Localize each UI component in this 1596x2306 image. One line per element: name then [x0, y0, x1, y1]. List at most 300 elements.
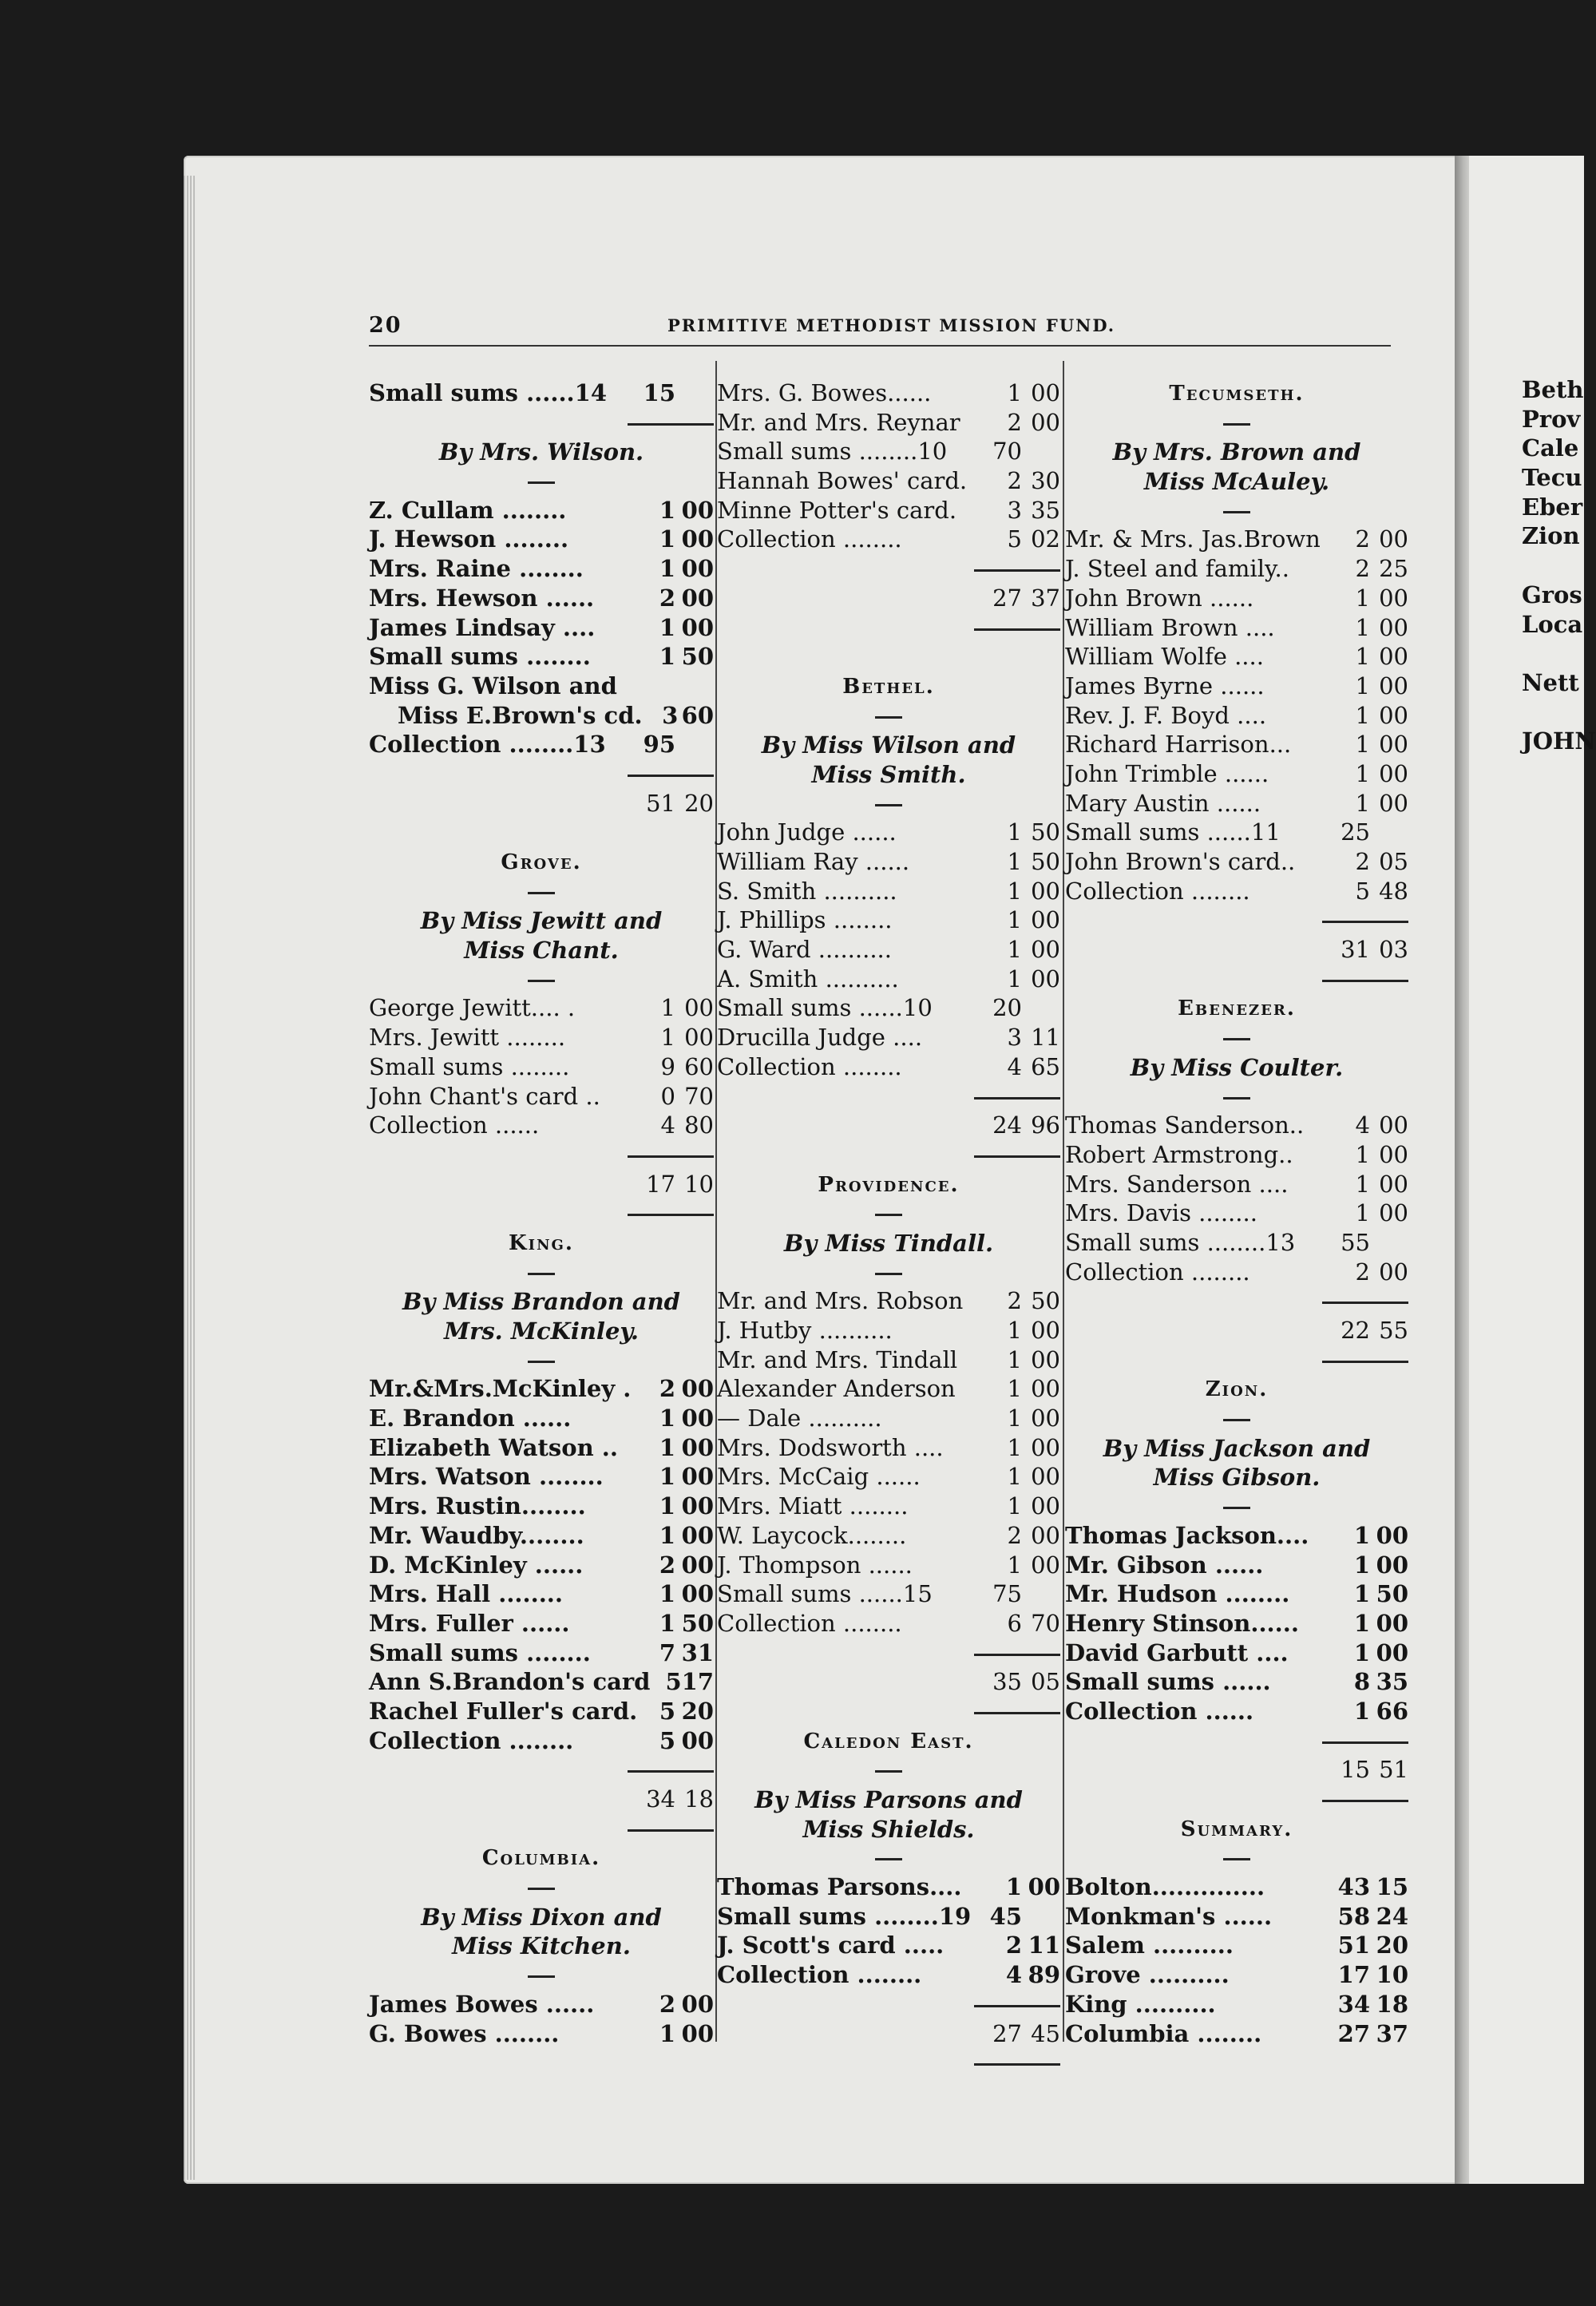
entry-dollars: 5	[659, 1726, 675, 1754]
entry-cents: 00	[681, 1405, 714, 1432]
collector-line: By Miss Wilson and	[761, 731, 1016, 759]
ledger-entry	[1065, 702, 1408, 731]
ledger-entry	[1065, 643, 1408, 672]
total-cents: 18	[684, 1785, 714, 1813]
facing-page-fragment: Zion	[1522, 522, 1580, 550]
entry-dollars: 1	[660, 994, 675, 1022]
entry-name: — Dale ..........	[717, 1405, 882, 1432]
ledger-entry	[1065, 848, 1408, 878]
ledger-entry	[1065, 731, 1408, 760]
ledger-entry	[1065, 614, 1408, 644]
entry-dollars: 5	[659, 1697, 676, 1725]
entry-dollars: 20	[992, 994, 1022, 1022]
ledger-entry	[1065, 790, 1408, 819]
entry-cents: 00	[1376, 1521, 1408, 1549]
ledger-entry	[1065, 1991, 1408, 2020]
entry-dollars: 4	[1007, 1052, 1022, 1080]
collector-line: By Mrs. Wilson.	[438, 438, 644, 466]
facing-page-fragment	[1522, 551, 1596, 580]
entry-cents: 20	[1376, 1932, 1408, 1959]
section-heading: Bethel.	[842, 674, 935, 699]
entry-name: Collection ......	[369, 1111, 540, 1139]
entry-name: Robert Armstrong..	[1065, 1140, 1293, 1168]
ledger-entry	[717, 1873, 1060, 1903]
entry-cents: 50	[1376, 1580, 1408, 1608]
entry-cents: 50	[1031, 1287, 1060, 1315]
total-dollars: 17	[646, 1170, 675, 1198]
total-cents: 96	[1031, 1111, 1060, 1139]
ledger-entry	[1065, 672, 1408, 702]
entry-name: S. Smith ..........	[717, 877, 897, 905]
entry-dollars: 1	[1355, 731, 1370, 759]
sum-rule	[717, 1991, 1060, 2020]
entry-name: Drucilla Judge ....	[717, 1024, 923, 1052]
entry-cents: 00	[1031, 379, 1060, 406]
entry-cents: 15	[1376, 1873, 1408, 1901]
column-2	[717, 379, 1060, 2078]
collector-line: By Miss Tindall.	[783, 1229, 994, 1257]
entry-name: Mrs. Watson ........	[369, 1463, 604, 1491]
total-cents: 37	[1031, 584, 1060, 612]
entry-name: J. Phillips ........	[717, 906, 893, 934]
section-total	[369, 790, 714, 819]
section-heading: Tecumseth.	[1169, 382, 1305, 406]
entry-dollars: 1	[1353, 1638, 1370, 1666]
entry-cents: 50	[681, 643, 714, 671]
entry-dollars: 1	[1007, 965, 1022, 993]
entry-name: Thomas Jackson....	[1065, 1521, 1309, 1549]
facing-page-fragment: Cale	[1522, 434, 1579, 462]
entry-name: John Judge ......	[717, 818, 897, 846]
sum-rule	[1065, 1346, 1408, 1376]
entry-cents: 37	[1376, 2019, 1408, 2047]
entry-cents: 24	[1376, 1902, 1408, 1930]
entry-name: Thomas Sanderson..	[1065, 1111, 1305, 1139]
entry-dollars: 4	[660, 1111, 675, 1139]
entry-dollars: 2	[1355, 555, 1370, 583]
entry-dollars: 7	[659, 1638, 675, 1666]
ledger-entry	[717, 1375, 1060, 1405]
facing-page-fragment: Nett	[1522, 668, 1579, 696]
entry-cents: 00	[1031, 965, 1060, 993]
entry-dollars: 1	[659, 555, 675, 583]
entry-cents: 00	[1379, 759, 1408, 787]
ledger-entry	[1065, 1199, 1408, 1229]
ledger-entry	[717, 1317, 1060, 1346]
entry-name: Mr. Waudby........	[369, 1521, 584, 1549]
ledger-entry	[1065, 1903, 1408, 1932]
entry-dollars: 1	[1355, 643, 1370, 671]
entry-name: Mrs. Hall ........	[369, 1580, 563, 1608]
ledger-entry	[717, 525, 1060, 555]
ledger-entry	[369, 584, 714, 614]
entry-dollars: 5	[665, 1668, 682, 1696]
entry-cents: 00	[1031, 936, 1060, 964]
short-dash	[1065, 1492, 1408, 1522]
ledger-entry	[717, 906, 1060, 936]
sum-rule	[717, 1639, 1060, 1669]
entry-name: Z. Cullam ........	[369, 496, 567, 524]
sum-rule	[717, 614, 1060, 644]
ledger-entry	[369, 1668, 714, 1698]
entry-cents: 80	[684, 1111, 714, 1139]
entry-cents: 00	[684, 1024, 714, 1052]
entry-name: Small sums ......10	[717, 994, 933, 1022]
entry-name: Richard Harrison...	[1065, 731, 1292, 759]
entry-name: Collection ......	[1065, 1697, 1254, 1725]
short-dash	[369, 878, 714, 907]
entry-dollars: 0	[660, 1082, 675, 1110]
ledger-entry	[1065, 760, 1408, 790]
total-dollars: 24	[992, 1111, 1022, 1139]
entry-cents: 00	[1379, 1199, 1408, 1227]
entry-cents: 35	[1031, 496, 1060, 524]
section-total	[717, 1111, 1060, 1141]
entry-dollars: 27	[1337, 2019, 1370, 2047]
entry-name: John Brown's card..	[1065, 848, 1296, 875]
entry-dollars: 1	[1007, 1405, 1022, 1432]
entry-name: Hannah Bowes' card.	[717, 467, 968, 495]
entry-dollars: 51	[1337, 1932, 1370, 1959]
entry-name: Small sums ......11	[1065, 818, 1281, 846]
entry-dollars: 1	[659, 613, 675, 641]
entry-dollars: 1	[659, 496, 675, 524]
section-total	[717, 2020, 1060, 2050]
ledger-entry	[717, 878, 1060, 907]
page-number: 20	[369, 313, 402, 338]
entry-cents: 00	[681, 613, 714, 641]
ledger-entry	[369, 1053, 714, 1083]
ledger-entry	[717, 994, 1060, 1024]
entry-dollars: 1	[659, 525, 675, 553]
ledger-entry	[369, 1024, 714, 1053]
ledger-entry	[1065, 1698, 1408, 1727]
entry-cents: 11	[1031, 1024, 1060, 1052]
collector-line: By Miss Jewitt and	[420, 907, 663, 935]
column-1	[369, 379, 714, 2049]
section-heading: Ebenezer.	[1178, 996, 1296, 1021]
ledger-entry	[369, 1405, 714, 1434]
entry-name: Collection ........13	[369, 731, 606, 759]
entry-dollars: 4	[1355, 1111, 1370, 1139]
entry-cents: 00	[1379, 613, 1408, 641]
entry-name: Mr. and Mrs. Tindall	[717, 1345, 958, 1373]
section-total	[1065, 1317, 1408, 1346]
ledger-entry	[1065, 1932, 1408, 1961]
entry-name: Collection ........	[717, 1052, 902, 1080]
entry-name: Collection ........	[717, 1961, 922, 1989]
entry-dollars: 2	[1007, 1287, 1022, 1315]
entry-dollars: 1	[659, 1609, 675, 1637]
ledger-entry	[369, 702, 714, 731]
entry-name: Small sums ........	[369, 643, 591, 671]
entry-dollars: 1	[659, 1463, 675, 1491]
entry-cents: 00	[1379, 1111, 1408, 1139]
entry-dollars: 58	[1337, 1902, 1370, 1930]
entry-name: Mr. Hudson ........	[1065, 1580, 1290, 1608]
ledger-entry	[717, 965, 1060, 995]
entry-cents: 00	[681, 1521, 714, 1549]
facing-page-text	[1522, 375, 1596, 756]
entry-cents: 35	[1376, 1668, 1408, 1696]
entry-dollars: 25	[1341, 818, 1370, 846]
entry-dollars: 1	[659, 643, 675, 671]
collector-line: By Miss Dixon and	[421, 1903, 662, 1931]
ledger-entry	[369, 497, 714, 526]
entry-cents: 50	[1031, 848, 1060, 875]
ledger-entry	[369, 1639, 714, 1669]
entry-name: Mr. & Mrs. Jas.Brown	[1065, 525, 1321, 553]
section-total	[717, 584, 1060, 614]
facing-page-fragment: Prov	[1522, 405, 1581, 433]
entry-name: Salem ..........	[1065, 1932, 1234, 1959]
ledger-entry	[1065, 555, 1408, 584]
sum-rule	[369, 1141, 714, 1171]
entry-name: Mr. and Mrs. Reynar	[717, 408, 960, 436]
ledger-entry	[369, 1375, 714, 1405]
sum-rule	[369, 1756, 714, 1785]
ledger-entry	[369, 1522, 714, 1551]
facing-page-fragment: JOHN	[1522, 727, 1596, 755]
entry-cents: 00	[681, 1551, 714, 1579]
entry-name: Small sums ......15	[717, 1580, 933, 1608]
entry-dollars: 1	[1007, 1345, 1022, 1373]
entry-name: Collection ........	[717, 525, 902, 553]
entry-cents: 00	[1379, 731, 1408, 759]
entry-name: King ..........	[1065, 1990, 1216, 2018]
entry-name: Mrs. Raine ........	[369, 555, 584, 583]
entry-dollars: 1	[1353, 1609, 1370, 1637]
entry-dollars: 2	[1355, 848, 1370, 875]
entry-dollars: 1	[660, 1024, 675, 1052]
ledger-entry	[1065, 1873, 1408, 1903]
entry-name: Thomas Parsons....	[717, 1873, 962, 1901]
collector-line: By Mrs. Brown and	[1112, 438, 1361, 466]
entry-cents: 60	[681, 701, 714, 729]
entry-name: G. Ward ..........	[717, 936, 892, 964]
entry-dollars: 2	[659, 1990, 675, 2018]
entry-cents: 00	[1379, 584, 1408, 612]
collector-line: By Miss Jackson and	[1103, 1434, 1371, 1462]
sum-rule	[369, 409, 714, 438]
entry-cents: 48	[1379, 877, 1408, 905]
entry-dollars: 1	[1007, 906, 1022, 934]
sum-rule	[1065, 965, 1408, 995]
ledger-entry	[369, 1463, 714, 1492]
ledger-entry	[717, 497, 1060, 526]
entry-dollars: 2	[1005, 1932, 1022, 1959]
ledger-entry	[1065, 818, 1408, 848]
ledger-entry	[717, 1346, 1060, 1376]
entry-name: Small sums ........10	[717, 438, 948, 466]
entry-name: Small sums ......	[1065, 1668, 1271, 1696]
entry-cents: 10	[1376, 1961, 1408, 1989]
entry-dollars: 1	[1007, 379, 1022, 406]
ledger-entry	[369, 2020, 714, 2050]
total-dollars: 15	[1341, 1756, 1370, 1784]
ledger-entry	[1065, 1961, 1408, 1991]
entry-name: Collection ........	[1065, 1258, 1250, 1286]
facing-page-fragment	[1522, 639, 1596, 668]
entry-dollars: 43	[1337, 1873, 1370, 1901]
sum-rule	[1065, 906, 1408, 936]
facing-page-fragment	[1522, 698, 1596, 727]
ledger-entry	[717, 1932, 1060, 1961]
total-dollars: 31	[1341, 936, 1370, 964]
short-dash	[717, 702, 1060, 731]
entry-dollars: 1	[1355, 1170, 1370, 1198]
ledger-entry	[369, 1610, 714, 1639]
entry-name: Mrs. Davis ........	[1065, 1199, 1257, 1227]
entry-name: Columbia ........	[1065, 2019, 1262, 2047]
short-dash	[369, 1258, 714, 1288]
entry-cents: 00	[1031, 1317, 1060, 1344]
entry-name: Mrs. G. Bowes......	[717, 379, 932, 406]
entry-cents: 00	[1379, 525, 1408, 553]
entry-name: Mr.&Mrs.McKinley .	[369, 1375, 632, 1403]
entry-cents: 00	[1379, 701, 1408, 729]
short-dash	[369, 965, 714, 995]
total-dollars: 35	[992, 1668, 1022, 1696]
collector-line: Miss Kitchen.	[452, 1932, 631, 1960]
total-dollars: 22	[1341, 1317, 1370, 1344]
ledger-entry	[369, 672, 714, 702]
entry-cents: 50	[1031, 818, 1060, 846]
entry-name: Rev. J. F. Boyd ....	[1065, 701, 1267, 729]
entry-cents: 05	[1379, 848, 1408, 875]
entry-dollars: 5	[1355, 877, 1370, 905]
entry-dollars: 1	[659, 2019, 675, 2047]
entry-dollars: 45	[989, 1902, 1022, 1930]
entry-name: John Trimble ......	[1065, 759, 1269, 787]
short-dash	[717, 1756, 1060, 1785]
ledger-entry	[369, 994, 714, 1024]
entry-cents: 50	[681, 1609, 714, 1637]
ledger-entry	[717, 1610, 1060, 1639]
entry-cents: 70	[1031, 1609, 1060, 1637]
collector-line: Miss Smith.	[811, 760, 966, 788]
entry-dollars: 2	[1007, 408, 1022, 436]
sum-rule	[717, 1141, 1060, 1171]
entry-name: James Bowes ......	[369, 1990, 595, 2018]
entry-dollars: 1	[1007, 877, 1022, 905]
column-3	[1065, 379, 1408, 2049]
entry-dollars: 70	[992, 438, 1022, 466]
entry-dollars: 1	[1007, 1551, 1022, 1579]
entry-name: James Lindsay ....	[369, 613, 596, 641]
entry-cents: 00	[681, 1492, 714, 1520]
entry-name: Small sums ......14	[369, 379, 608, 406]
ledger-entry	[1065, 1610, 1408, 1639]
short-dash	[1065, 1405, 1408, 1434]
entry-dollars: 2	[1007, 467, 1022, 495]
ledger-entry	[717, 467, 1060, 497]
entry-dollars: 6	[1007, 1609, 1022, 1637]
spacer	[717, 643, 1060, 672]
entry-dollars: 2	[1007, 1521, 1022, 1549]
entry-name: J. Thompson ......	[717, 1551, 913, 1579]
ledger-entry	[717, 379, 1060, 409]
entry-name: Mary Austin ......	[1065, 789, 1261, 817]
short-dash	[369, 467, 714, 497]
collector-line: Mrs. McKinley.	[443, 1317, 640, 1345]
entry-cents: 11	[1028, 1932, 1060, 1959]
ledger-entry	[369, 1698, 714, 1727]
total-dollars: 27	[992, 584, 1022, 612]
facing-page-fragment: Tecu	[1522, 464, 1582, 492]
section-heading: King.	[509, 1230, 574, 1255]
ledger-entry	[369, 1551, 714, 1581]
entry-name: Miss E.Brown's cd.	[398, 701, 643, 729]
entry-name: W. Laycock........	[717, 1521, 907, 1549]
entry-cents: 00	[1379, 643, 1408, 671]
short-dash	[369, 1873, 714, 1903]
entry-dollars: 2	[1355, 1258, 1370, 1286]
entry-name: Minne Potter's card.	[717, 496, 957, 524]
entry-cents: 18	[1376, 1990, 1408, 2018]
entry-name: J. Scott's card .....	[717, 1932, 945, 1959]
total-cents: 51	[1379, 1756, 1408, 1784]
ledger-entry	[717, 1580, 1060, 1610]
entry-dollars: 1	[1353, 1580, 1370, 1608]
ledger-entry	[369, 379, 714, 409]
entry-name: Alexander Anderson	[717, 1375, 956, 1403]
entry-dollars: 1	[659, 1433, 675, 1461]
ledger-entry	[1065, 1551, 1408, 1581]
ledger-entry	[1065, 1639, 1408, 1669]
sum-rule	[717, 555, 1060, 584]
entry-cents: 00	[681, 1375, 714, 1403]
section-total	[1065, 936, 1408, 965]
entry-dollars: 1	[1355, 1199, 1370, 1227]
entry-cents: 00	[681, 1990, 714, 2018]
entry-name: J. Hewson ........	[369, 525, 569, 553]
entry-cents: 00	[1031, 1551, 1060, 1579]
entry-name: Grove ..........	[1065, 1961, 1230, 1989]
ledger-entry	[1065, 584, 1408, 614]
sum-rule	[717, 2049, 1060, 2078]
entry-cents: 00	[1031, 1492, 1060, 1520]
entry-cents: 00	[1379, 1170, 1408, 1198]
ledger-entry	[1065, 1258, 1408, 1288]
entry-cents: 66	[1376, 1697, 1408, 1725]
ledger-entry	[1065, 1668, 1408, 1698]
total-cents: 10	[684, 1170, 714, 1198]
ledger-entry	[717, 936, 1060, 965]
section-total	[369, 1785, 714, 1815]
entry-dollars: 1	[659, 1580, 675, 1608]
ledger-entry	[717, 1434, 1060, 1464]
entry-dollars: 8	[1353, 1668, 1370, 1696]
entry-dollars: 1	[1007, 848, 1022, 875]
ledger-entry	[717, 1551, 1060, 1581]
total-dollars: 51	[646, 789, 675, 817]
sum-rule	[717, 1083, 1060, 1112]
ledger-entry	[369, 1083, 714, 1112]
ledger-entry	[369, 1727, 714, 1757]
entry-cents: 20	[681, 1697, 714, 1725]
entry-dollars: 17	[1337, 1961, 1370, 1989]
ledger-entry	[369, 1434, 714, 1464]
entry-cents: 00	[1028, 1873, 1060, 1901]
section-total	[369, 1171, 714, 1200]
collector-line: By Miss Parsons and	[754, 1786, 1023, 1813]
short-dash	[369, 1346, 714, 1376]
entry-dollars: 1	[1355, 584, 1370, 612]
header-rule	[369, 345, 1391, 347]
short-dash	[717, 1844, 1060, 1873]
short-dash	[1065, 497, 1408, 526]
